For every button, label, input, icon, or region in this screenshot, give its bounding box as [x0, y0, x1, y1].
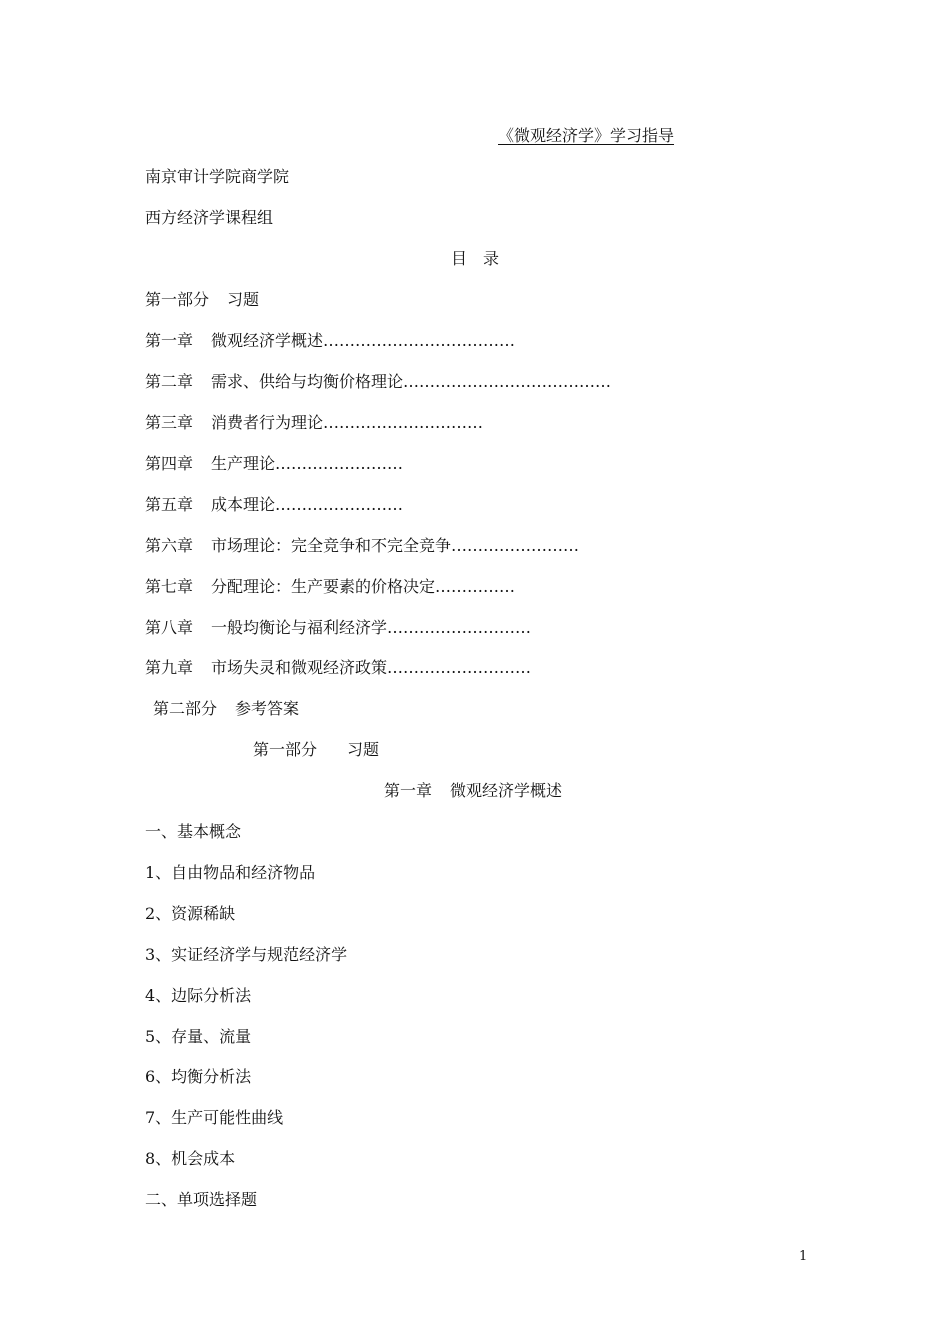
toc-entry — [145, 454, 403, 474]
toc-leader: ………………………… — [323, 413, 484, 432]
toc-leader: …………………… — [275, 495, 404, 514]
concept-item: 2、资源稀缺 — [145, 904, 236, 923]
toc-part2-label: 第二部分 — [153, 699, 218, 718]
toc-chapter-num: 第七章 — [145, 577, 194, 596]
page-number: 1 — [799, 1249, 808, 1264]
toc-part2-title: 参考答案 — [235, 699, 300, 718]
toc-chapter-title: 市场理论：完全竞争和不完全竞争 — [211, 536, 452, 555]
toc-chapter-num: 第二章 — [145, 372, 194, 391]
toc-chapter-num: 第四章 — [145, 454, 194, 473]
toc-heading: 目 录 — [451, 249, 500, 268]
concept-item: 7、生产可能性曲线 — [145, 1108, 284, 1127]
chapter-heading — [384, 781, 562, 801]
document-title: 《微观经济学》学习指导 — [498, 126, 675, 145]
toc-leader: ……………………… — [387, 658, 532, 677]
toc-entry — [145, 413, 483, 433]
toc-part1-title: 习题 — [227, 290, 260, 309]
toc-entry — [145, 372, 611, 392]
part-heading — [253, 740, 379, 760]
toc-chapter-num: 第三章 — [145, 413, 194, 432]
toc-chapter-num: 第九章 — [145, 658, 194, 677]
toc-chapter-title: 分配理论：生产要素的价格决定 — [211, 577, 436, 596]
toc-part1-label: 第一部分 — [145, 290, 210, 309]
toc-chapter-num: 第一章 — [145, 331, 194, 350]
chapter-title: 微观经济学概述 — [450, 781, 563, 800]
toc-chapter-title: 成本理论 — [211, 495, 276, 514]
concept-item: 4、边际分析法 — [145, 986, 252, 1005]
concept-item: 3、实证经济学与规范经济学 — [145, 945, 348, 964]
toc-chapter-num: 第八章 — [145, 618, 194, 637]
toc-part2 — [153, 699, 299, 719]
concept-item: 5、存量、流量 — [145, 1027, 252, 1046]
concept-item: 6、均衡分析法 — [145, 1067, 252, 1086]
institution-name: 南京审计学院商学院 — [145, 167, 290, 186]
toc-leader: ……………………… — [387, 618, 532, 637]
toc-entry — [145, 536, 579, 556]
toc-chapter-title: 微观经济学概述 — [211, 331, 324, 350]
toc-leader: …………………… — [275, 454, 404, 473]
toc-chapter-title: 消费者行为理论 — [211, 413, 324, 432]
section-heading-single-choice: 二、单项选择题 — [145, 1190, 258, 1209]
toc-chapter-num: 第六章 — [145, 536, 194, 555]
part-title: 习题 — [347, 740, 380, 759]
section-heading-basic-concepts: 一、基本概念 — [145, 822, 242, 841]
toc-entry — [145, 331, 515, 351]
course-group: 西方经济学课程组 — [145, 208, 274, 227]
toc-chapter-num: 第五章 — [145, 495, 194, 514]
concept-item: 8、机会成本 — [145, 1149, 236, 1168]
toc-entry — [145, 618, 531, 638]
toc-leader: …………………… — [451, 536, 580, 555]
part-label: 第一部分 — [253, 740, 318, 759]
chapter-label: 第一章 — [384, 781, 433, 800]
toc-chapter-title: 生产理论 — [211, 454, 276, 473]
toc-chapter-title: 需求、供给与均衡价格理论 — [211, 372, 404, 391]
toc-entry — [145, 577, 515, 597]
concept-item: 1、自由物品和经济物品 — [145, 863, 316, 882]
toc-part1 — [145, 290, 259, 310]
toc-chapter-title: 市场失灵和微观经济政策 — [211, 658, 388, 677]
toc-leader: ……………………………… — [323, 331, 516, 350]
toc-chapter-title: 一般均衡论与福利经济学 — [211, 618, 388, 637]
toc-leader: …………… — [435, 577, 516, 596]
toc-entry — [145, 658, 531, 678]
toc-leader: ………………………………… — [403, 372, 612, 391]
toc-entry — [145, 495, 403, 515]
